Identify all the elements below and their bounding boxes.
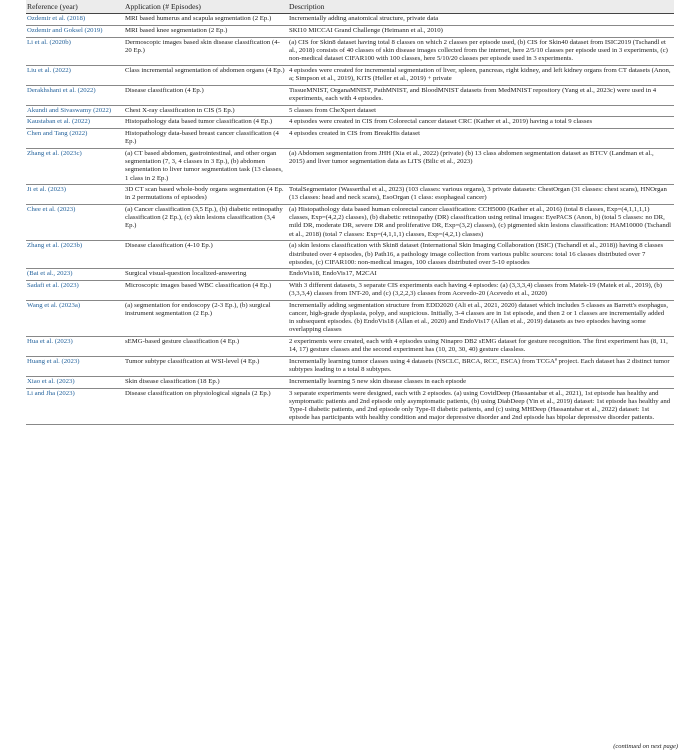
application-cell: Skin disease classification (18 Ep.) [124, 376, 288, 388]
reference-cell[interactable]: Huang et al. (2023) [26, 356, 124, 376]
description-cell: Incrementally adding anatomical structure, private data [288, 14, 674, 26]
application-cell: MRI based humerus and scapula segmentation (2 Ep.) [124, 14, 288, 26]
table-body [26, 14, 674, 425]
application-cell: Tumor subtype classification at WSI-level (4 Ep.) [124, 356, 288, 376]
table-page [26, 0, 674, 425]
header-application: Application (# Episodes) [124, 0, 288, 14]
application-cell: Histopathology data based tumor classification (4 Ep.) [124, 117, 288, 129]
table-row [26, 337, 674, 357]
description-cell: (a) CIS for Skin8 dataset having total 8 classes on which 2 classes per episode used, (b) CIS for Skin40 dataset from ISIC2019 (Tschandl et al., 2018) consists of 40 classes of skin disease images collected from the internet, here 2/5/10 classes per episode used in 3 experiments, (c) non-medical dataset CIFAR100 with 100 classes, here 5/10/20 classes per episode used in 3 experiments. [288, 37, 674, 65]
description-cell: 4 episodes created in CIS from BreakHis dataset [288, 128, 674, 148]
application-cell: (a) segmentation for endoscopy (2-3 Ep.), (b) surgical instrument segmentation (2 Ep.) [124, 300, 288, 336]
literature-table [26, 0, 674, 425]
table-row [26, 105, 674, 117]
reference-cell[interactable]: (Bai et al., 2023) [26, 269, 124, 281]
table-row [26, 241, 674, 269]
reference-cell[interactable]: Akundi and Sivaswamy (2022) [26, 105, 124, 117]
table-row [26, 280, 674, 300]
table-row [26, 117, 674, 129]
reference-cell[interactable]: Zhang et al. (2023c) [26, 148, 124, 184]
table-row [26, 204, 674, 240]
application-cell: Surgical visual-question localized-answering [124, 269, 288, 281]
application-cell: (a) CT based abdomen, gastrointestinal, and other organ segmentation (7, 3, 4 classes in 3 Ep.), (b) abdomen segmentation to liver tumor segmentation task (13 classes, 1 class in 2 Ep.) [124, 148, 288, 184]
description-cell: (a) Abdomen segmentation from JHH (Xia et al., 2022) (private) (b) 13 class abdomen segmentation dataset as BTCV (Landman et al., 2015) and liver tumor segmentation data as LiTS (Bilic et al., 2023) [288, 148, 674, 184]
table-row [26, 376, 674, 388]
reference-cell[interactable]: Liu et al. (2022) [26, 65, 124, 85]
description-cell: With 3 different datasets, 3 separate CIS experiments each having 4 episodes: (a) (3,3,3,4) classes from Matek-19 (Matek et al., 2019), (b) (3,3,3,4) classes from INT-20, and (c) (3,2,2,3) classes from Acevedo-20 (Acevedo et al., 2020) [288, 280, 674, 300]
reference-cell[interactable]: Chee et al. (2023) [26, 204, 124, 240]
application-cell: Microscopic images based WBC classification (4 Ep.) [124, 280, 288, 300]
reference-cell[interactable]: Ozdemir et al. (2018) [26, 14, 124, 26]
table-row [26, 65, 674, 85]
reference-cell[interactable]: Ji et al. (2023) [26, 185, 124, 205]
application-cell: sEMG-based gesture classification (4 Ep.) [124, 337, 288, 357]
table-row [26, 14, 674, 26]
table-row [26, 388, 674, 424]
table-row [26, 356, 674, 376]
table-row [26, 37, 674, 65]
reference-cell[interactable]: Li and Jha (2023) [26, 388, 124, 424]
description-cell: 5 classes from CheXpert dataset [288, 105, 674, 117]
reference-cell[interactable]: Xiao et al. (2023) [26, 376, 124, 388]
application-cell: 3D CT scan based whole-body organs segmentation (4 Ep. in 2 permutations of episodes) [124, 185, 288, 205]
description-cell: 4 episodes were created for incremental segmentation of liver, spleen, pancreas, right kidney, and left kidney organs from CT datasets (Anon, a; Simpson et al., 2019), KiTS (Heller et al., 2019) + private [288, 65, 674, 85]
description-cell: (a) Histopathology data based human colorectal cancer classification: CCH5000 (Kather et al., 2016) (total 8 classes, Exp=(4,1,1,1,1) classes, Exp=(4,2,2) classes), (b) diabetic retinopathy (DR) classification using retinal images: EyePACS (Anon, b) (total 5 classes: no DR, mild DR, moderate DR, severe DR and proliferative DR, Exp=(3,2) classes), (c) pigmented skin lesions classification: HAM10000 (Tschandl et al., 2018) (total 7 classes: Exp=(4,1,1,1) classes, Exp=(4,2,1) classes) [288, 204, 674, 240]
table-row [26, 300, 674, 336]
table-row [26, 25, 674, 37]
reference-cell[interactable]: Kaustaban et al. (2022) [26, 117, 124, 129]
description-cell: Incrementally learning tumor classes using 4 datasets (NSCLC, BRCA, RCC, ESCA) from TCGAª project. Each dataset has 2 distinct tumor subtypes leading to a total 8 subtypes. [288, 356, 674, 376]
application-cell: Disease classification (4-10 Ep.) [124, 241, 288, 269]
reference-cell[interactable]: Derakhshani et al. (2022) [26, 85, 124, 105]
description-cell: 2 experiments were created, each with 4 episodes using Ninapro DB2 sEMG dataset for gesture recognition. The first experiment has (8, 11, 14, 17) gesture classes and the second experiment has (10, 20, 30, 40) gesture classless. [288, 337, 674, 357]
description-cell: Incrementally learning 5 new skin disease classes in each episode [288, 376, 674, 388]
continued-note: (continued on next page) [613, 743, 678, 750]
application-cell: Disease classification on physiological signals (2 Ep.) [124, 388, 288, 424]
reference-cell[interactable]: Wang et al. (2023a) [26, 300, 124, 336]
description-cell: TissueMNIST, OrganaMNIST, PathMNIST, and BloodMNIST datasets from MedMNIST repository (Yang et al., 2023c) were used in 4 experiments, each with 4 episodes. [288, 85, 674, 105]
application-cell: Disease classification (4 Ep.) [124, 85, 288, 105]
application-cell: Dermoscopic images based skin disease classification (4-20 Ep.) [124, 37, 288, 65]
table-row [26, 185, 674, 205]
table-row [26, 269, 674, 281]
table-header-row [26, 0, 674, 14]
table-row [26, 148, 674, 184]
header-description: Description [288, 0, 674, 14]
table-row [26, 85, 674, 105]
reference-cell[interactable]: Zhang et al. (2023b) [26, 241, 124, 269]
description-cell: (a) skin lesions classification with Skin8 dataset (International Skin Imaging Collaboration (ISIC) (Tschandl et al., 2018)) having 8 classes distributed over 4 episodes, (b) Path16, a pathology image collection from various public sources: total 16 classes distributed over 7 episodes, (c) CIFAR100: non-medical images, 100 classes distributed over 5-10 episodes [288, 241, 674, 269]
description-cell: 3 separate experiments were designed, each with 2 episodes. (a) using CovidDeep (Hassantabar et al., 2021), 1st episode has healthy and symptomatic patients and 2nd episode only asymptomatic patients, (b) using DiabDeep (Yin et al., 2019) dataset: 1st episode has healthy and Type-I diabetic patients, and 2nd episode only Type-II diabetic patients, and (c) using MHDeep (Hassantabar et al., 2022) dataset: 1st episode has participants with healthy condition and major depressive disorder and 2nd episode has bipolar depressive disorder patients. [288, 388, 674, 424]
application-cell: Chest X-ray classification in CIS (5 Ep.) [124, 105, 288, 117]
application-cell: (a) Cancer classification (3,5 Ep.), (b) diabetic retinopathy classification (2 Ep.), (c) skin lesions classification (3,4 Ep.) [124, 204, 288, 240]
description-cell: TotalSegmentator (Wasserthal et al., 2023) (103 classes: various organs), 3 private datasets: ChestOrgan (31 classes: chest scans), HNOrgan (13 classes: head and neck scans), EsoOrgan (1 class: esophageal cancer) [288, 185, 674, 205]
description-cell: EndoVis18, EndoVis17, M2CAI [288, 269, 674, 281]
header-reference: Reference (year) [26, 0, 124, 14]
table-row [26, 128, 674, 148]
application-cell: MRI based knee segmentation (2 Ep.) [124, 25, 288, 37]
description-cell: 4 episodes were created in CIS from Colorectal cancer dataset CRC (Kather et al., 2019) having a total 9 classes [288, 117, 674, 129]
reference-cell[interactable]: Li et al. (2020b) [26, 37, 124, 65]
reference-cell[interactable]: Chen and Tang (2022) [26, 128, 124, 148]
description-cell: SKI10 MICCAI Grand Challenge (Heimann et al., 2010) [288, 25, 674, 37]
application-cell: Histopathology data-based breast cancer classification (4 Ep.) [124, 128, 288, 148]
reference-cell[interactable]: Sadafi et al. (2023) [26, 280, 124, 300]
application-cell: Class incremental segmentation of abdomen organs (4 Ep.) [124, 65, 288, 85]
reference-cell[interactable]: Ozdemir and Goksel (2019) [26, 25, 124, 37]
reference-cell[interactable]: Hua et al. (2023) [26, 337, 124, 357]
description-cell: Incrementally adding segmentation structure from EDD2020 (Ali et al., 2021, 2020) dataset which includes 5 classes as Barrett's esophagus, cancer, high-grade dysplasia, polyp, and suspicious. Initially, 3-4 classes are in 1st episode, and then 2 or 1 classes are incrementally added in subsequent episodes. (b) EndoVis18 (Allan et al., 2020) and EndoVis17 (Allan et al., 2019) datasets as two episodes having some overlapping classes [288, 300, 674, 336]
